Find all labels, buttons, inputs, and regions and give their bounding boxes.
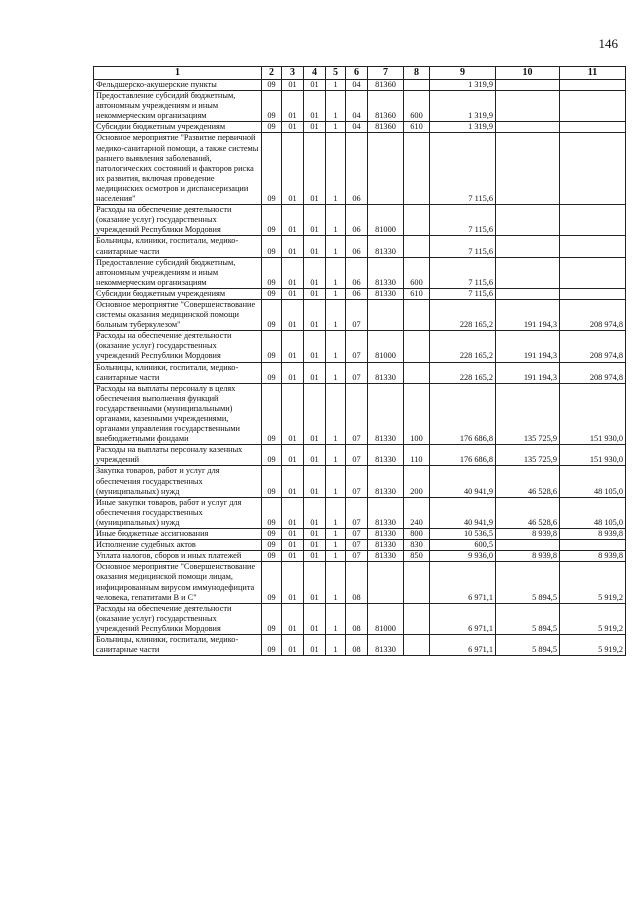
row-value-cell: 06 bbox=[346, 236, 368, 257]
row-value-cell bbox=[496, 91, 560, 122]
row-value-cell bbox=[560, 257, 626, 288]
row-value-cell: 48 105,0 bbox=[560, 466, 626, 497]
row-name-cell: Иные бюджетные ассигнования bbox=[94, 529, 262, 540]
row-value-cell: 81330 bbox=[368, 497, 404, 528]
row-name-cell: Расходы на обеспечение деятельности (оказание услуг) государственных учреждений Республики Мордовия bbox=[94, 205, 262, 236]
row-name-cell: Иные закупки товаров, работ и услуг для обеспечения государственных (муниципальных) нужд bbox=[94, 497, 262, 528]
row-value-cell: 176 686,8 bbox=[430, 445, 496, 466]
row-value-cell: 81000 bbox=[368, 205, 404, 236]
row-value-cell: 09 bbox=[262, 122, 282, 133]
row-value-cell bbox=[404, 331, 430, 362]
row-value-cell: 09 bbox=[262, 236, 282, 257]
row-value-cell: 09 bbox=[262, 551, 282, 562]
row-value-cell: 09 bbox=[262, 466, 282, 497]
row-name-cell: Предоставление субсидий бюджетным, автономным учреждениям и иным некоммерческим организациям bbox=[94, 257, 262, 288]
column-header: 1 bbox=[94, 67, 262, 80]
row-value-cell bbox=[404, 133, 430, 205]
column-header: 4 bbox=[304, 67, 326, 80]
row-value-cell: 01 bbox=[282, 634, 304, 655]
column-header: 8 bbox=[404, 67, 430, 80]
row-value-cell: 40 941,9 bbox=[430, 497, 496, 528]
row-value-cell: 81000 bbox=[368, 331, 404, 362]
row-value-cell bbox=[560, 236, 626, 257]
row-value-cell: 81330 bbox=[368, 383, 404, 445]
row-value-cell: 1 bbox=[326, 362, 346, 383]
row-value-cell: 9 936,0 bbox=[430, 551, 496, 562]
row-value-cell: 610 bbox=[404, 122, 430, 133]
row-value-cell: 07 bbox=[346, 466, 368, 497]
row-value-cell: 04 bbox=[346, 80, 368, 91]
row-name-cell: Предоставление субсидий бюджетным, автономным учреждениям и иным некоммерческим организациям bbox=[94, 91, 262, 122]
table-header-row bbox=[94, 67, 626, 80]
row-name-cell: Исполнение судебных актов bbox=[94, 540, 262, 551]
column-header: 5 bbox=[326, 67, 346, 80]
row-value-cell: 5 919,2 bbox=[560, 603, 626, 634]
row-value-cell: 07 bbox=[346, 497, 368, 528]
row-value-cell: 06 bbox=[346, 288, 368, 299]
row-value-cell bbox=[404, 80, 430, 91]
row-value-cell: 7 115,6 bbox=[430, 133, 496, 205]
row-value-cell: 81330 bbox=[368, 551, 404, 562]
row-value-cell: 81330 bbox=[368, 257, 404, 288]
row-value-cell: 01 bbox=[282, 603, 304, 634]
row-value-cell: 1 bbox=[326, 80, 346, 91]
row-value-cell: 1 bbox=[326, 603, 346, 634]
row-value-cell: 176 686,8 bbox=[430, 383, 496, 445]
row-value-cell: 1 bbox=[326, 91, 346, 122]
row-value-cell: 8 939,8 bbox=[560, 551, 626, 562]
row-value-cell bbox=[560, 133, 626, 205]
row-value-cell: 1 bbox=[326, 540, 346, 551]
row-value-cell: 7 115,6 bbox=[430, 205, 496, 236]
row-value-cell: 1 bbox=[326, 236, 346, 257]
table-row bbox=[94, 91, 626, 122]
row-value-cell: 09 bbox=[262, 383, 282, 445]
row-value-cell: 800 bbox=[404, 529, 430, 540]
row-name-cell: Уплата налогов, сборов и иных платежей bbox=[94, 551, 262, 562]
row-value-cell: 06 bbox=[346, 257, 368, 288]
row-value-cell: 01 bbox=[304, 466, 326, 497]
row-value-cell: 208 974,8 bbox=[560, 299, 626, 330]
row-value-cell: 1 bbox=[326, 383, 346, 445]
table-row bbox=[94, 551, 626, 562]
row-value-cell: 228 165,2 bbox=[430, 331, 496, 362]
row-value-cell: 08 bbox=[346, 562, 368, 603]
table-row bbox=[94, 331, 626, 362]
row-value-cell: 01 bbox=[304, 205, 326, 236]
row-value-cell: 01 bbox=[282, 551, 304, 562]
row-value-cell bbox=[368, 133, 404, 205]
row-value-cell bbox=[560, 540, 626, 551]
row-value-cell: 01 bbox=[304, 133, 326, 205]
row-value-cell: 228 165,2 bbox=[430, 299, 496, 330]
row-value-cell bbox=[496, 133, 560, 205]
row-value-cell: 191 194,3 bbox=[496, 331, 560, 362]
row-value-cell: 200 bbox=[404, 466, 430, 497]
row-name-cell: Больницы, клиники, госпитали, медико-санитарные части bbox=[94, 634, 262, 655]
row-value-cell: 01 bbox=[304, 299, 326, 330]
row-value-cell: 81000 bbox=[368, 603, 404, 634]
row-value-cell: 8 939,8 bbox=[560, 529, 626, 540]
row-value-cell bbox=[404, 562, 430, 603]
row-value-cell: 01 bbox=[304, 236, 326, 257]
row-value-cell: 191 194,3 bbox=[496, 362, 560, 383]
row-value-cell: 135 725,9 bbox=[496, 383, 560, 445]
row-value-cell: 01 bbox=[304, 362, 326, 383]
row-name-cell: Фельдшерско-акушерские пункты bbox=[94, 80, 262, 91]
row-value-cell: 09 bbox=[262, 288, 282, 299]
row-value-cell: 830 bbox=[404, 540, 430, 551]
row-value-cell bbox=[560, 91, 626, 122]
row-value-cell bbox=[560, 288, 626, 299]
row-name-cell: Расходы на выплаты персоналу в целях обеспечения выполнения функций государственными (муниципальными) органами, казенными учреждениями, органами управления государственными внебюджетными фондами bbox=[94, 383, 262, 445]
row-value-cell: 09 bbox=[262, 299, 282, 330]
row-value-cell: 01 bbox=[304, 529, 326, 540]
row-value-cell: 610 bbox=[404, 288, 430, 299]
row-value-cell: 07 bbox=[346, 445, 368, 466]
row-value-cell: 1 bbox=[326, 634, 346, 655]
row-value-cell: 09 bbox=[262, 331, 282, 362]
row-value-cell: 151 930,0 bbox=[560, 445, 626, 466]
row-value-cell: 08 bbox=[346, 634, 368, 655]
row-value-cell: 81330 bbox=[368, 236, 404, 257]
row-value-cell: 600,5 bbox=[430, 540, 496, 551]
table-row bbox=[94, 634, 626, 655]
row-value-cell bbox=[404, 299, 430, 330]
row-value-cell: 07 bbox=[346, 362, 368, 383]
row-value-cell: 01 bbox=[282, 257, 304, 288]
row-value-cell: 01 bbox=[304, 551, 326, 562]
row-value-cell: 1 bbox=[326, 205, 346, 236]
row-value-cell: 6 971,1 bbox=[430, 634, 496, 655]
row-value-cell: 09 bbox=[262, 91, 282, 122]
row-value-cell bbox=[368, 299, 404, 330]
row-value-cell bbox=[496, 122, 560, 133]
row-value-cell: 850 bbox=[404, 551, 430, 562]
row-value-cell bbox=[404, 362, 430, 383]
row-value-cell bbox=[496, 540, 560, 551]
row-value-cell: 48 105,0 bbox=[560, 497, 626, 528]
row-value-cell: 81360 bbox=[368, 91, 404, 122]
row-value-cell bbox=[560, 80, 626, 91]
row-value-cell bbox=[496, 80, 560, 91]
row-value-cell: 01 bbox=[304, 562, 326, 603]
row-value-cell: 01 bbox=[282, 497, 304, 528]
row-value-cell: 81330 bbox=[368, 540, 404, 551]
row-value-cell: 600 bbox=[404, 257, 430, 288]
row-value-cell: 81360 bbox=[368, 122, 404, 133]
row-value-cell: 5 894,5 bbox=[496, 562, 560, 603]
row-value-cell: 07 bbox=[346, 529, 368, 540]
row-value-cell: 06 bbox=[346, 205, 368, 236]
row-value-cell: 1 bbox=[326, 445, 346, 466]
row-value-cell: 01 bbox=[304, 257, 326, 288]
table-row bbox=[94, 445, 626, 466]
row-value-cell: 1 bbox=[326, 497, 346, 528]
row-name-cell: Больницы, клиники, госпитали, медико-санитарные части bbox=[94, 236, 262, 257]
row-value-cell bbox=[404, 634, 430, 655]
row-value-cell: 09 bbox=[262, 257, 282, 288]
row-value-cell: 09 bbox=[262, 562, 282, 603]
row-value-cell: 1 bbox=[326, 466, 346, 497]
row-value-cell: 1 bbox=[326, 529, 346, 540]
column-header: 10 bbox=[496, 67, 560, 80]
row-value-cell: 01 bbox=[282, 362, 304, 383]
table-row bbox=[94, 362, 626, 383]
row-value-cell: 40 941,9 bbox=[430, 466, 496, 497]
row-value-cell: 09 bbox=[262, 362, 282, 383]
row-name-cell: Расходы на выплаты персоналу казенных учреждений bbox=[94, 445, 262, 466]
row-value-cell: 09 bbox=[262, 80, 282, 91]
row-value-cell bbox=[496, 257, 560, 288]
row-value-cell: 01 bbox=[304, 634, 326, 655]
row-value-cell: 208 974,8 bbox=[560, 362, 626, 383]
row-value-cell: 6 971,1 bbox=[430, 562, 496, 603]
row-name-cell: Больницы, клиники, госпитали, медико-санитарные части bbox=[94, 362, 262, 383]
row-name-cell: Субсидии бюджетным учреждениям bbox=[94, 288, 262, 299]
row-value-cell bbox=[560, 205, 626, 236]
row-value-cell: 240 bbox=[404, 497, 430, 528]
column-header: 2 bbox=[262, 67, 282, 80]
column-header: 11 bbox=[560, 67, 626, 80]
table-row bbox=[94, 299, 626, 330]
row-value-cell: 10 536,5 bbox=[430, 529, 496, 540]
row-value-cell: 1 319,9 bbox=[430, 91, 496, 122]
row-value-cell: 81360 bbox=[368, 80, 404, 91]
row-value-cell: 46 528,6 bbox=[496, 497, 560, 528]
table-body bbox=[94, 80, 626, 656]
row-value-cell: 5 894,5 bbox=[496, 634, 560, 655]
table-row bbox=[94, 562, 626, 603]
table-row bbox=[94, 466, 626, 497]
row-value-cell: 01 bbox=[282, 91, 304, 122]
table-row bbox=[94, 122, 626, 133]
row-value-cell: 04 bbox=[346, 91, 368, 122]
row-value-cell: 01 bbox=[304, 91, 326, 122]
row-value-cell: 1 bbox=[326, 331, 346, 362]
row-value-cell bbox=[404, 205, 430, 236]
row-value-cell: 81330 bbox=[368, 288, 404, 299]
row-value-cell: 1 bbox=[326, 551, 346, 562]
row-value-cell: 600 bbox=[404, 91, 430, 122]
row-value-cell: 8 939,8 bbox=[496, 529, 560, 540]
row-value-cell: 81330 bbox=[368, 466, 404, 497]
row-name-cell: Основное мероприятие "Развитие первичной медико-санитарной помощи, а также системы раннего выявления заболеваний, патологических состояний и факторов риска их развития, включая проведение медицинских осмотров и диспансеризации населения" bbox=[94, 133, 262, 205]
row-value-cell: 7 115,6 bbox=[430, 236, 496, 257]
row-value-cell: 135 725,9 bbox=[496, 445, 560, 466]
row-value-cell: 07 bbox=[346, 383, 368, 445]
table-row bbox=[94, 133, 626, 205]
row-value-cell: 01 bbox=[304, 497, 326, 528]
row-value-cell: 09 bbox=[262, 133, 282, 205]
budget-table bbox=[93, 66, 626, 656]
table-row bbox=[94, 383, 626, 445]
table-row bbox=[94, 80, 626, 91]
row-value-cell: 208 974,8 bbox=[560, 331, 626, 362]
row-value-cell: 1 bbox=[326, 299, 346, 330]
row-value-cell bbox=[496, 236, 560, 257]
row-value-cell: 191 194,3 bbox=[496, 299, 560, 330]
row-value-cell bbox=[496, 205, 560, 236]
row-value-cell: 06 bbox=[346, 133, 368, 205]
row-value-cell: 08 bbox=[346, 603, 368, 634]
row-value-cell: 81330 bbox=[368, 529, 404, 540]
row-value-cell: 09 bbox=[262, 540, 282, 551]
row-value-cell: 01 bbox=[304, 122, 326, 133]
row-value-cell: 01 bbox=[282, 383, 304, 445]
row-name-cell: Закупка товаров, работ и услуг для обеспечения государственных (муниципальных) нужд bbox=[94, 466, 262, 497]
row-value-cell: 1 bbox=[326, 257, 346, 288]
row-value-cell: 5 894,5 bbox=[496, 603, 560, 634]
row-value-cell: 01 bbox=[282, 236, 304, 257]
row-value-cell: 01 bbox=[304, 540, 326, 551]
table-row bbox=[94, 288, 626, 299]
row-value-cell: 07 bbox=[346, 331, 368, 362]
table-row bbox=[94, 529, 626, 540]
row-value-cell bbox=[404, 603, 430, 634]
row-name-cell: Субсидии бюджетным учреждениям bbox=[94, 122, 262, 133]
column-header: 7 bbox=[368, 67, 404, 80]
row-value-cell: 09 bbox=[262, 529, 282, 540]
row-value-cell: 1 319,9 bbox=[430, 122, 496, 133]
row-value-cell: 01 bbox=[282, 445, 304, 466]
table-row bbox=[94, 540, 626, 551]
row-value-cell: 81330 bbox=[368, 445, 404, 466]
row-value-cell: 01 bbox=[304, 288, 326, 299]
row-value-cell: 01 bbox=[282, 466, 304, 497]
column-header: 3 bbox=[282, 67, 304, 80]
row-value-cell: 01 bbox=[282, 288, 304, 299]
row-value-cell bbox=[496, 288, 560, 299]
row-value-cell: 09 bbox=[262, 445, 282, 466]
row-value-cell: 1 bbox=[326, 133, 346, 205]
row-name-cell: Основное мероприятие "Совершенствование оказания медицинской помощи лицам, инфицированным вирусом иммунодефицита человека, гепатитами B и C" bbox=[94, 562, 262, 603]
row-value-cell: 81330 bbox=[368, 362, 404, 383]
row-value-cell bbox=[404, 236, 430, 257]
row-value-cell: 01 bbox=[282, 133, 304, 205]
row-value-cell: 100 bbox=[404, 383, 430, 445]
row-value-cell: 01 bbox=[304, 331, 326, 362]
row-value-cell: 228 165,2 bbox=[430, 362, 496, 383]
row-value-cell: 01 bbox=[282, 122, 304, 133]
row-value-cell: 7 115,6 bbox=[430, 257, 496, 288]
row-value-cell: 07 bbox=[346, 540, 368, 551]
row-value-cell: 01 bbox=[304, 603, 326, 634]
row-value-cell: 01 bbox=[282, 529, 304, 540]
row-value-cell bbox=[368, 562, 404, 603]
row-name-cell: Расходы на обеспечение деятельности (оказание услуг) государственных учреждений Республики Мордовия bbox=[94, 331, 262, 362]
row-value-cell: 01 bbox=[282, 562, 304, 603]
row-value-cell: 5 919,2 bbox=[560, 634, 626, 655]
row-value-cell: 01 bbox=[282, 205, 304, 236]
row-value-cell: 8 939,8 bbox=[496, 551, 560, 562]
table-row bbox=[94, 236, 626, 257]
row-value-cell: 01 bbox=[282, 331, 304, 362]
row-value-cell: 1 bbox=[326, 122, 346, 133]
row-value-cell: 1 bbox=[326, 288, 346, 299]
table-row bbox=[94, 603, 626, 634]
row-value-cell: 07 bbox=[346, 299, 368, 330]
row-value-cell: 151 930,0 bbox=[560, 383, 626, 445]
table-row bbox=[94, 205, 626, 236]
row-value-cell: 01 bbox=[282, 540, 304, 551]
row-value-cell: 01 bbox=[282, 299, 304, 330]
row-value-cell: 110 bbox=[404, 445, 430, 466]
row-value-cell: 7 115,6 bbox=[430, 288, 496, 299]
row-value-cell: 5 919,2 bbox=[560, 562, 626, 603]
page-number: 146 bbox=[598, 36, 618, 51]
row-name-cell: Основное мероприятие "Совершенствование системы оказания медицинской помощи больным туберкулезом" bbox=[94, 299, 262, 330]
column-header: 9 bbox=[430, 67, 496, 80]
row-value-cell: 1 319,9 bbox=[430, 80, 496, 91]
row-value-cell: 04 bbox=[346, 122, 368, 133]
row-value-cell: 01 bbox=[282, 80, 304, 91]
row-value-cell: 01 bbox=[304, 80, 326, 91]
row-value-cell: 81330 bbox=[368, 634, 404, 655]
row-value-cell: 09 bbox=[262, 205, 282, 236]
row-value-cell: 09 bbox=[262, 634, 282, 655]
row-value-cell: 01 bbox=[304, 383, 326, 445]
row-value-cell: 6 971,1 bbox=[430, 603, 496, 634]
row-value-cell: 01 bbox=[304, 445, 326, 466]
row-value-cell: 07 bbox=[346, 551, 368, 562]
row-value-cell: 46 528,6 bbox=[496, 466, 560, 497]
row-value-cell bbox=[560, 122, 626, 133]
row-value-cell: 09 bbox=[262, 497, 282, 528]
column-header: 6 bbox=[346, 67, 368, 80]
row-name-cell: Расходы на обеспечение деятельности (оказание услуг) государственных учреждений Республики Мордовия bbox=[94, 603, 262, 634]
row-value-cell: 1 bbox=[326, 562, 346, 603]
table-row bbox=[94, 257, 626, 288]
table-row bbox=[94, 497, 626, 528]
row-value-cell: 09 bbox=[262, 603, 282, 634]
